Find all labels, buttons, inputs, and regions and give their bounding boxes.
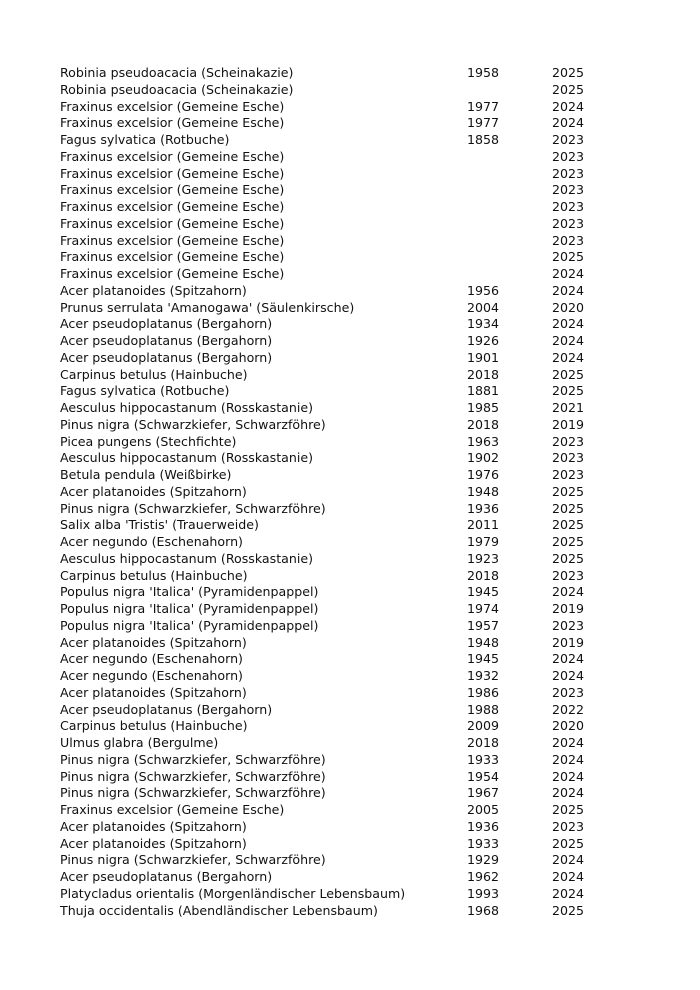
record-year-cell: 2025 xyxy=(552,65,585,80)
table-row xyxy=(60,115,612,132)
record-year-cell: 2024 xyxy=(552,651,585,667)
planted-year-cell: 1929 xyxy=(467,852,500,868)
table-row xyxy=(60,886,612,903)
table-row xyxy=(60,82,612,99)
species-cell: Fraxinus excelsior (Gemeine Esche) xyxy=(60,115,285,131)
planted-year-cell: 1986 xyxy=(467,684,500,700)
table-row xyxy=(60,249,612,266)
table-row xyxy=(60,534,612,551)
record-year-cell: 2025 xyxy=(552,366,585,382)
planted-year-cell: 1954 xyxy=(467,768,500,784)
species-cell: Platycladus orientalis (Morgenländischer Lebensbaum) xyxy=(60,885,406,901)
record-year-cell: 2023 xyxy=(552,165,585,181)
species-cell: Betula pendula (Weißbirke) xyxy=(60,467,232,482)
record-year-cell: 2023 xyxy=(552,199,585,214)
species-cell: Aesculus hippocastanum (Rosskastanie) xyxy=(60,400,313,415)
planted-year-cell: 1948 xyxy=(467,634,500,650)
record-year-cell: 2023 xyxy=(552,148,585,164)
species-cell: Populus nigra 'Italica' (Pyramidenpappel) xyxy=(60,584,319,600)
table-row xyxy=(60,769,612,786)
species-cell: Fraxinus excelsior (Gemeine Esche) xyxy=(60,165,285,181)
table-row xyxy=(60,702,612,719)
species-cell: Fraxinus excelsior (Gemeine Esche) xyxy=(60,182,285,198)
species-cell: Fraxinus excelsior (Gemeine Esche) xyxy=(60,98,285,114)
table-row xyxy=(60,685,612,702)
record-year-cell: 2023 xyxy=(552,818,585,834)
planted-year-cell: 1936 xyxy=(467,818,500,834)
planted-year-cell xyxy=(467,266,552,283)
table-row xyxy=(60,450,612,467)
table-row xyxy=(60,651,612,668)
table-row xyxy=(60,635,612,652)
record-year-cell: 2025 xyxy=(552,517,585,533)
table-row xyxy=(60,400,612,417)
record-year-cell: 2023 xyxy=(552,684,585,700)
planted-year-cell: 1963 xyxy=(467,433,500,449)
table-row xyxy=(60,903,612,920)
record-year-cell: 2024 xyxy=(552,885,585,901)
species-cell: Pinus nigra (Schwarzkiefer, Schwarzföhre) xyxy=(60,751,326,767)
planted-year-cell: 1988 xyxy=(467,701,500,717)
record-year-cell: 2024 xyxy=(552,735,585,750)
planted-year-cell: 2018 xyxy=(467,416,500,432)
record-year-cell: 2024 xyxy=(552,751,585,767)
record-year-cell: 2024 xyxy=(552,98,585,114)
record-year-cell: 2024 xyxy=(552,349,585,365)
table-row xyxy=(60,869,612,886)
table-row xyxy=(60,718,612,735)
table-row xyxy=(60,316,612,333)
species-cell: Acer platanoides (Spitzahorn) xyxy=(60,818,247,834)
table-row xyxy=(60,668,612,685)
table-row xyxy=(60,182,612,199)
table-row xyxy=(60,283,612,300)
planted-year-cell: 1923 xyxy=(467,550,500,566)
planted-year-cell: 1858 xyxy=(467,132,500,147)
planted-year-cell: 1945 xyxy=(467,584,500,600)
record-year-cell: 2019 xyxy=(552,601,585,616)
planted-year-cell: 2009 xyxy=(467,718,500,734)
species-cell: Robinia pseudoacacia (Scheinakazie) xyxy=(60,81,294,97)
species-cell: Acer pseudoplatanus (Bergahorn) xyxy=(60,701,273,717)
species-cell: Acer pseudoplatanus (Bergahorn) xyxy=(60,869,273,884)
table-row xyxy=(60,735,612,752)
table-row xyxy=(60,149,612,166)
table-row xyxy=(60,601,612,618)
table-row xyxy=(60,819,612,836)
species-cell: Carpinus betulus (Hainbuche) xyxy=(60,718,248,734)
planted-year-cell xyxy=(467,166,552,183)
planted-year-cell: 1968 xyxy=(467,902,500,918)
species-cell: Acer pseudoplatanus (Bergahorn) xyxy=(60,349,273,365)
record-year-cell: 2025 xyxy=(552,81,585,97)
record-year-cell: 2019 xyxy=(552,416,585,432)
table-row xyxy=(60,266,612,283)
table-row xyxy=(60,350,612,367)
record-year-cell: 2020 xyxy=(552,718,585,734)
table-row xyxy=(60,300,612,317)
planted-year-cell xyxy=(467,199,552,216)
species-cell: Fraxinus excelsior (Gemeine Esche) xyxy=(60,802,285,817)
table-row xyxy=(60,417,612,434)
planted-year-cell: 1881 xyxy=(467,383,500,399)
species-cell: Acer platanoides (Spitzahorn) xyxy=(60,835,247,851)
planted-year-cell xyxy=(467,233,552,250)
tree-list-body xyxy=(60,65,612,919)
species-cell: Pinus nigra (Schwarzkiefer, Schwarzföhre) xyxy=(60,785,326,801)
species-cell: Acer negundo (Eschenahorn) xyxy=(60,534,243,549)
table-row xyxy=(60,99,612,116)
species-cell: Salix alba 'Tristis' (Trauerweide) xyxy=(60,517,259,533)
planted-year-cell: 1957 xyxy=(467,617,500,633)
species-cell: Acer platanoides (Spitzahorn) xyxy=(60,483,247,499)
table-row xyxy=(60,383,612,400)
record-year-cell: 2023 xyxy=(552,567,585,583)
planted-year-cell: 1932 xyxy=(467,668,500,683)
species-cell: Fraxinus excelsior (Gemeine Esche) xyxy=(60,249,285,265)
table-row xyxy=(60,333,612,350)
record-year-cell: 2024 xyxy=(552,584,585,600)
record-year-cell: 2025 xyxy=(552,902,585,918)
species-cell: Fagus sylvatica (Rotbuche) xyxy=(60,132,230,147)
tree-list-table xyxy=(60,65,612,919)
table-row xyxy=(60,802,612,819)
species-cell: Acer platanoides (Spitzahorn) xyxy=(60,282,247,298)
record-year-cell: 2024 xyxy=(552,785,585,801)
record-year-cell: 2025 xyxy=(552,534,585,549)
record-year-cell: 2023 xyxy=(552,617,585,633)
table-row xyxy=(60,551,612,568)
record-year-cell: 2024 xyxy=(552,869,585,884)
table-row xyxy=(60,785,612,802)
table-row xyxy=(60,836,612,853)
planted-year-cell: 1902 xyxy=(467,450,500,466)
record-year-cell: 2025 xyxy=(552,835,585,851)
table-row xyxy=(60,852,612,869)
record-year-cell: 2023 xyxy=(552,232,585,248)
species-cell: Pinus nigra (Schwarzkiefer, Schwarzföhre) xyxy=(60,416,326,432)
planted-year-cell: 1967 xyxy=(467,785,500,801)
species-cell: Ulmus glabra (Bergulme) xyxy=(60,735,219,750)
species-cell: Aesculus hippocastanum (Rosskastanie) xyxy=(60,450,313,466)
table-row xyxy=(60,199,612,216)
record-year-cell: 2024 xyxy=(552,852,585,868)
record-year-cell: 2023 xyxy=(552,450,585,466)
planted-year-cell: 2004 xyxy=(467,299,500,315)
record-year-cell: 2022 xyxy=(552,701,585,717)
planted-year-cell: 1977 xyxy=(467,98,500,114)
planted-year-cell: 2018 xyxy=(467,366,500,382)
species-cell: Picea pungens (Stechfichte) xyxy=(60,433,237,449)
planted-year-cell: 1901 xyxy=(467,349,500,365)
table-row xyxy=(60,367,612,384)
record-year-cell: 2024 xyxy=(552,316,585,332)
planted-year-cell: 1934 xyxy=(467,316,500,332)
planted-year-cell xyxy=(467,216,552,233)
record-year-cell: 2024 xyxy=(552,668,585,683)
planted-year-cell: 1977 xyxy=(467,115,500,131)
species-cell: Pinus nigra (Schwarzkiefer, Schwarzföhre) xyxy=(60,500,326,516)
planted-year-cell: 1945 xyxy=(467,651,500,667)
species-cell: Populus nigra 'Italica' (Pyramidenpappel) xyxy=(60,601,319,616)
table-row xyxy=(60,618,612,635)
planted-year-cell: 1926 xyxy=(467,333,500,348)
record-year-cell: 2019 xyxy=(552,634,585,650)
record-year-cell: 2024 xyxy=(552,768,585,784)
planted-year-cell: 1933 xyxy=(467,751,500,767)
planted-year-cell xyxy=(467,82,552,99)
table-row xyxy=(60,467,612,484)
species-cell: Acer platanoides (Spitzahorn) xyxy=(60,684,247,700)
record-year-cell: 2024 xyxy=(552,266,585,281)
planted-year-cell: 2011 xyxy=(467,517,500,533)
species-cell: Fagus sylvatica (Rotbuche) xyxy=(60,383,230,399)
record-year-cell: 2023 xyxy=(552,132,585,147)
planted-year-cell: 1936 xyxy=(467,500,500,516)
planted-year-cell: 1974 xyxy=(467,601,500,616)
record-year-cell: 2024 xyxy=(552,282,585,298)
planted-year-cell: 1979 xyxy=(467,534,500,549)
table-row xyxy=(60,434,612,451)
planted-year-cell xyxy=(467,249,552,266)
species-cell: Carpinus betulus (Hainbuche) xyxy=(60,567,248,583)
species-cell: Acer negundo (Eschenahorn) xyxy=(60,668,243,683)
species-cell: Fraxinus excelsior (Gemeine Esche) xyxy=(60,199,285,214)
planted-year-cell: 1958 xyxy=(467,65,500,80)
planted-year-cell xyxy=(467,149,552,166)
species-cell: Fraxinus excelsior (Gemeine Esche) xyxy=(60,232,285,248)
record-year-cell: 2025 xyxy=(552,383,585,399)
record-year-cell: 2023 xyxy=(552,433,585,449)
planted-year-cell: 1956 xyxy=(467,282,500,298)
species-cell: Populus nigra 'Italica' (Pyramidenpappel) xyxy=(60,617,319,633)
planted-year-cell: 2018 xyxy=(467,735,500,750)
planted-year-cell: 1985 xyxy=(467,400,500,415)
species-cell: Fraxinus excelsior (Gemeine Esche) xyxy=(60,148,285,164)
species-cell: Fraxinus excelsior (Gemeine Esche) xyxy=(60,266,285,281)
record-year-cell: 2025 xyxy=(552,483,585,499)
record-year-cell: 2023 xyxy=(552,182,585,198)
planted-year-cell: 2018 xyxy=(467,567,500,583)
table-row xyxy=(60,216,612,233)
record-year-cell: 2025 xyxy=(552,249,585,265)
record-year-cell: 2020 xyxy=(552,299,585,315)
table-row xyxy=(60,233,612,250)
planted-year-cell: 1948 xyxy=(467,483,500,499)
species-cell: Pinus nigra (Schwarzkiefer, Schwarzföhre) xyxy=(60,852,326,868)
table-row xyxy=(60,484,612,501)
species-cell: Pinus nigra (Schwarzkiefer, Schwarzföhre) xyxy=(60,768,326,784)
record-year-cell: 2024 xyxy=(552,115,585,131)
record-year-cell: 2024 xyxy=(552,333,585,348)
species-cell: Carpinus betulus (Hainbuche) xyxy=(60,366,248,382)
species-cell: Prunus serrulata 'Amanogawa' (Säulenkirsche) xyxy=(60,299,355,315)
planted-year-cell: 1933 xyxy=(467,835,500,851)
record-year-cell: 2023 xyxy=(552,215,585,231)
table-row xyxy=(60,166,612,183)
table-row xyxy=(60,584,612,601)
record-year-cell: 2025 xyxy=(552,500,585,516)
table-row xyxy=(60,65,612,82)
table-row xyxy=(60,517,612,534)
planted-year-cell: 1962 xyxy=(467,869,500,884)
species-cell: Acer negundo (Eschenahorn) xyxy=(60,651,243,667)
planted-year-cell: 1976 xyxy=(467,467,500,482)
table-row xyxy=(60,132,612,149)
table-row xyxy=(60,568,612,585)
planted-year-cell: 1993 xyxy=(467,885,500,901)
species-cell: Acer pseudoplatanus (Bergahorn) xyxy=(60,316,273,332)
table-row xyxy=(60,752,612,769)
species-cell: Fraxinus excelsior (Gemeine Esche) xyxy=(60,215,285,231)
record-year-cell: 2023 xyxy=(552,467,585,482)
species-cell: Acer pseudoplatanus (Bergahorn) xyxy=(60,333,273,348)
species-cell: Aesculus hippocastanum (Rosskastanie) xyxy=(60,550,313,566)
species-cell: Thuja occidentalis (Abendländischer Lebensbaum) xyxy=(60,902,378,918)
record-year-cell: 2021 xyxy=(552,400,585,415)
record-year-cell: 2025 xyxy=(552,550,585,566)
planted-year-cell: 2005 xyxy=(467,802,500,817)
table-row xyxy=(60,501,612,518)
planted-year-cell xyxy=(467,182,552,199)
species-cell: Robinia pseudoacacia (Scheinakazie) xyxy=(60,65,294,80)
record-year-cell: 2025 xyxy=(552,802,585,817)
species-cell: Acer platanoides (Spitzahorn) xyxy=(60,634,247,650)
